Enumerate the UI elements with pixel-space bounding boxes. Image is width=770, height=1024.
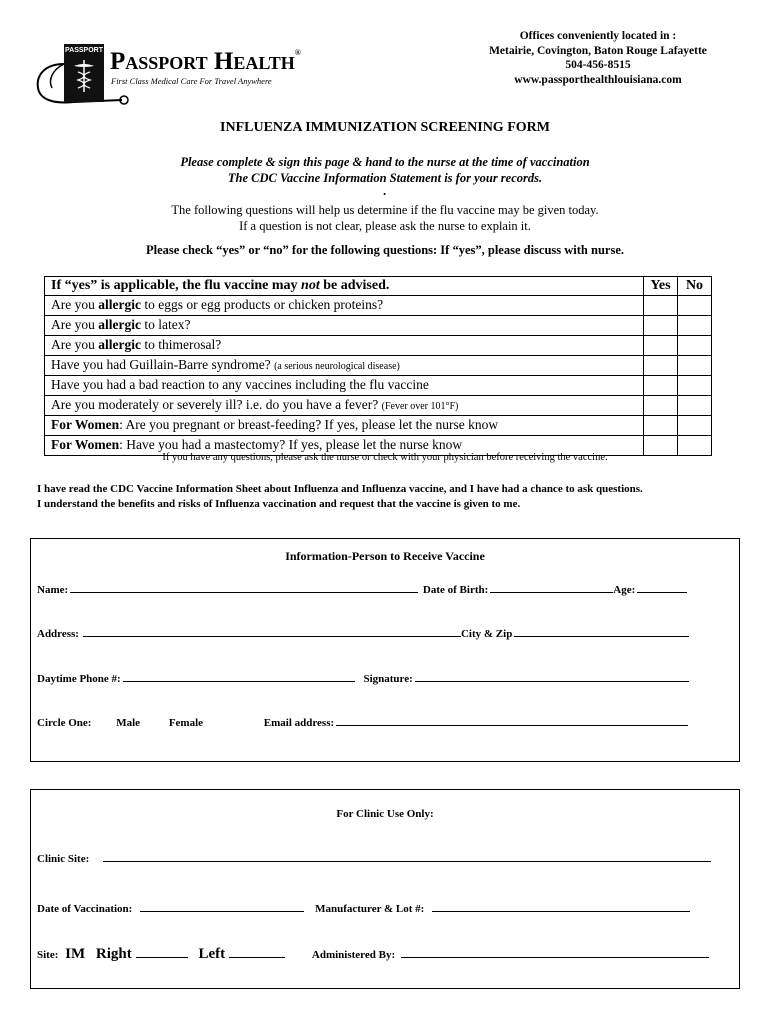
question-text: For Women: Have you had a mastectomy? If yes, please let the nurse know	[45, 435, 644, 455]
person-info-title: Information-Person to Receive Vaccine	[285, 549, 485, 563]
email-label: Email address:	[263, 717, 335, 729]
address-field[interactable]: Address: City & Zip	[37, 627, 689, 640]
brand-name: Passport Health®	[110, 48, 301, 75]
no-checkbox-cell[interactable]	[678, 355, 712, 375]
offices-heading: Offices conveniently located in :	[519, 30, 677, 42]
no-checkbox-cell[interactable]	[678, 415, 712, 435]
clinic-use-box	[30, 789, 740, 989]
yes-checkbox-cell[interactable]	[644, 295, 678, 315]
question-text: Are you allergic to thimerosal?	[45, 335, 644, 355]
right-option[interactable]: Right	[95, 946, 132, 962]
yes-checkbox-cell[interactable]	[644, 375, 678, 395]
name-field[interactable]: Name: Date of Birth: Age:	[37, 583, 687, 596]
no-checkbox-cell[interactable]	[678, 375, 712, 395]
yes-checkbox-cell[interactable]	[644, 415, 678, 435]
no-checkbox-cell[interactable]	[678, 295, 712, 315]
yes-column-header: Yes	[644, 277, 678, 296]
check-instruction: Please check “yes” or “no” for the following questions: If “yes”, please discuss with nurse.	[145, 243, 624, 257]
badge-text: PASSPORT	[65, 47, 103, 54]
yes-checkbox-cell[interactable]	[644, 395, 678, 415]
passport-badge	[64, 44, 104, 102]
email-input-line[interactable]	[336, 716, 688, 726]
consent-statement	[37, 482, 747, 511]
form-title: INFLUENZA IMMUNIZATION SCREENING FORM	[220, 120, 550, 135]
intro-line-2: If a question is not clear, please ask the nurse to explain it.	[239, 219, 531, 233]
no-checkbox-cell[interactable]	[678, 395, 712, 415]
clinic-site-field[interactable]: Clinic Site:	[37, 852, 711, 865]
caduceus-icon	[72, 58, 96, 94]
phone-signature-field[interactable]: Daytime Phone #: Signature:	[37, 672, 689, 685]
no-column-header: No	[678, 277, 712, 296]
consent-line-1: I have read the CDC Vaccine Information Sheet about Influenza and Influenza vaccine, and I have had a chance to ask questions.	[37, 483, 643, 495]
question-text: For Women: Are you pregnant or breast-feeding? If yes, please let the nurse know	[45, 415, 644, 435]
clinic-use-title: For Clinic Use Only:	[336, 808, 434, 820]
screening-questions-table	[44, 276, 712, 456]
male-option[interactable]: Male	[116, 717, 141, 729]
question-text: Are you allergic to eggs or egg products or chicken proteins?	[45, 295, 644, 315]
person-info-box	[30, 538, 740, 762]
question-text: Have you had a bad reaction to any vaccines including the flu vaccine	[45, 375, 644, 395]
question-row	[45, 315, 712, 335]
yes-checkbox-cell[interactable]	[644, 355, 678, 375]
consent-line-2: I understand the benefits and risks of Influenza vaccination and request that the vaccine is given to me.	[37, 497, 521, 510]
question-text: Are you allergic to latex?	[45, 315, 644, 335]
no-checkbox-cell[interactable]	[678, 315, 712, 335]
yes-checkbox-cell[interactable]	[644, 335, 678, 355]
female-option[interactable]: Female	[168, 717, 204, 729]
offices-locations: Metairie, Covington, Baton Rouge Lafayette	[489, 44, 707, 57]
offices-phone: 504-456-8515	[565, 59, 631, 71]
question-row	[45, 355, 712, 375]
offices-info	[458, 29, 738, 87]
question-row	[45, 395, 712, 415]
question-row	[45, 375, 712, 395]
passport-health-logo	[34, 40, 304, 108]
brand-tagline: First Class Medical Care For Travel Anywhere	[111, 76, 272, 86]
offices-website[interactable]: www.passporthealthlouisiana.com	[514, 73, 682, 86]
im-label: IM	[65, 946, 86, 962]
intro-line-1: The following questions will help us determine if the flu vaccine may be given today.	[171, 203, 599, 217]
instructions-line-1: Please complete & sign this page & hand to the nurse at the time of vaccination	[180, 155, 590, 169]
instructions-line-2: The CDC Vaccine Information Statement is for your records.	[227, 171, 543, 185]
left-option[interactable]: Left	[198, 946, 226, 962]
question-row	[45, 335, 712, 355]
questions-note: If you have any questions, please ask the nurse or check with your physician before receiving the vaccine.	[162, 452, 608, 463]
question-row	[45, 295, 712, 315]
no-checkbox-cell[interactable]	[678, 335, 712, 355]
site-administered-field[interactable]: Site: IM Right Left Administered By:	[37, 946, 709, 963]
table-header-row	[45, 277, 712, 296]
vaccination-date-field[interactable]: Date of Vaccination: Manufacturer & Lot #:	[37, 902, 690, 915]
instructions-dot: .	[383, 184, 387, 198]
question-text: Have you had Guillain-Barre syndrome? (a serious neurological disease)	[45, 355, 644, 375]
circle-one-label: Circle One:	[37, 717, 92, 729]
gender-email-field	[37, 716, 688, 729]
yes-checkbox-cell[interactable]	[644, 315, 678, 335]
question-row	[45, 415, 712, 435]
question-text: Are you moderately or severely ill? i.e. do you have a fever? (Fever over 101°F)	[45, 395, 644, 415]
table-header-question: If “yes” is applicable, the flu vaccine may not be advised.	[45, 277, 644, 296]
